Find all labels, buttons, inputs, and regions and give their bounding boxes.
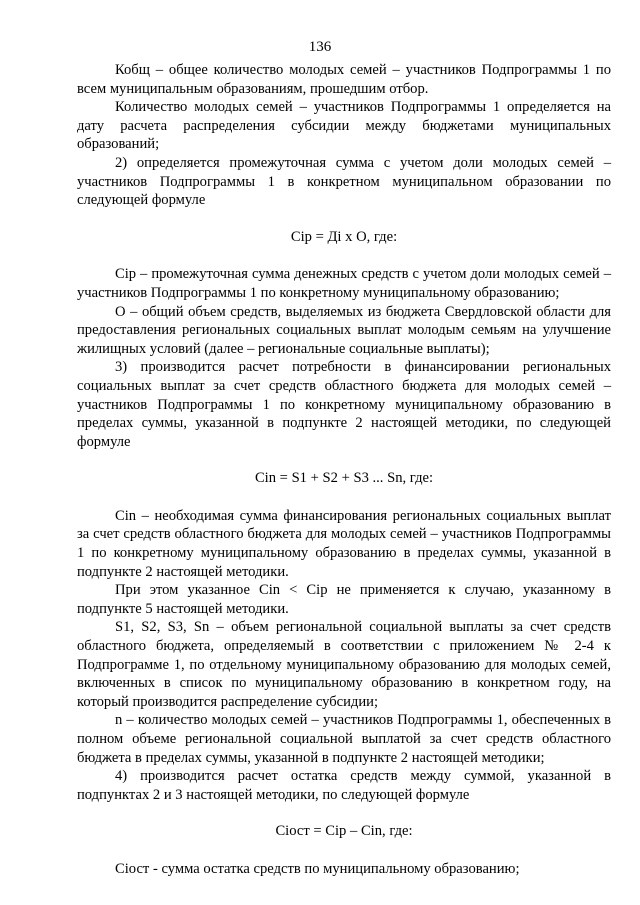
paragraph-cin-condition: При этом указанное Сin < Сip не применяется к случаю, указанному в подпункте 5 настоящей методики. [77,582,611,617]
paragraph-cin-definition: Сin – необходимая сумма финансирования региональных социальных выплат за счет средств областного бюджета для молодых семей – участников Подпрограммы 1 по конкретному муниципальному образованию в пределах суммы, указанной в подпункте 2 настоящей методики. [77,507,611,580]
paragraph-step-3: 3) производится расчет потребности в финансировании региональных социальных выплат за счет средств областного бюджета для молодых семей – участников Подпрограммы 1 по конкретному муниципальному образованию в пределах суммы, указанной в подпункте 2 настоящей методики, по следующей формуле [77,359,611,450]
paragraph-s-definition: S1, S2, S3, Sn – объем региональной социальной выплаты за счет средств областного бюджета, определяемый в соответствии с приложением № 2-4 к Подпрограмме 1, по отдельному муниципальному образованию для молодых семей, включенных в список по муниципальному образованию в конкретном году, на который производится распределение субсидии; [77,619,611,710]
paragraph-o-definition: О – общий объем средств, выделяемых из бюджета Свердловской области для предоставления региональных социальных выплат молодым семьям на улучшение жилищных условий (далее – региональные социальные выплаты); [77,303,611,357]
paragraph-step-2: 2) определяется промежуточная сумма с учетом доли молодых семей – участников Подпрограммы 1 в конкретном муниципальном образовании по следующей формуле [77,154,611,209]
formula-cip: Сip = Дi х О, где: [290,228,398,245]
page-number: 136 [308,39,332,55]
formula-cin: Сin = S1 + S2 + S3 ... Sn, где: [254,470,434,487]
paragraph-families-count-date: Количество молодых семей – участников Подпрограммы 1 определяется на дату расчета распределения субсидии между бюджетами муниципальных образований; [77,99,611,153]
paragraph-kobsh-definition: Кобщ – общее количество молодых семей – участников Подпрограммы 1 по всем муниципальным образованиям, прошедшим отбор. [77,62,611,97]
document-body [77,61,611,879]
paragraph-step-4: 4) производится расчет остатка средств между суммой, указанной в подпунктах 2 и 3 настоящей методики, по следующей формуле [77,768,611,803]
paragraph-n-definition: n – количество молодых семей – участников Подпрограммы 1, обеспеченных в полном объеме региональной социальной выплатой за счет средств областного бюджета в пределах суммы, указанной в подпункте 2 настоящей методики; [77,712,611,766]
paragraph-cip-definition: Сip – промежуточная сумма денежных средств с учетом доли молодых семей – участников Подпрограммы 1 по конкретному муниципальному образованию; [77,266,611,301]
formula-ciost: Сiост = Сip – Сin, где: [275,823,413,840]
paragraph-ciost-definition: Сiост - сумма остатка средств по муниципальному образованию; [115,860,520,877]
